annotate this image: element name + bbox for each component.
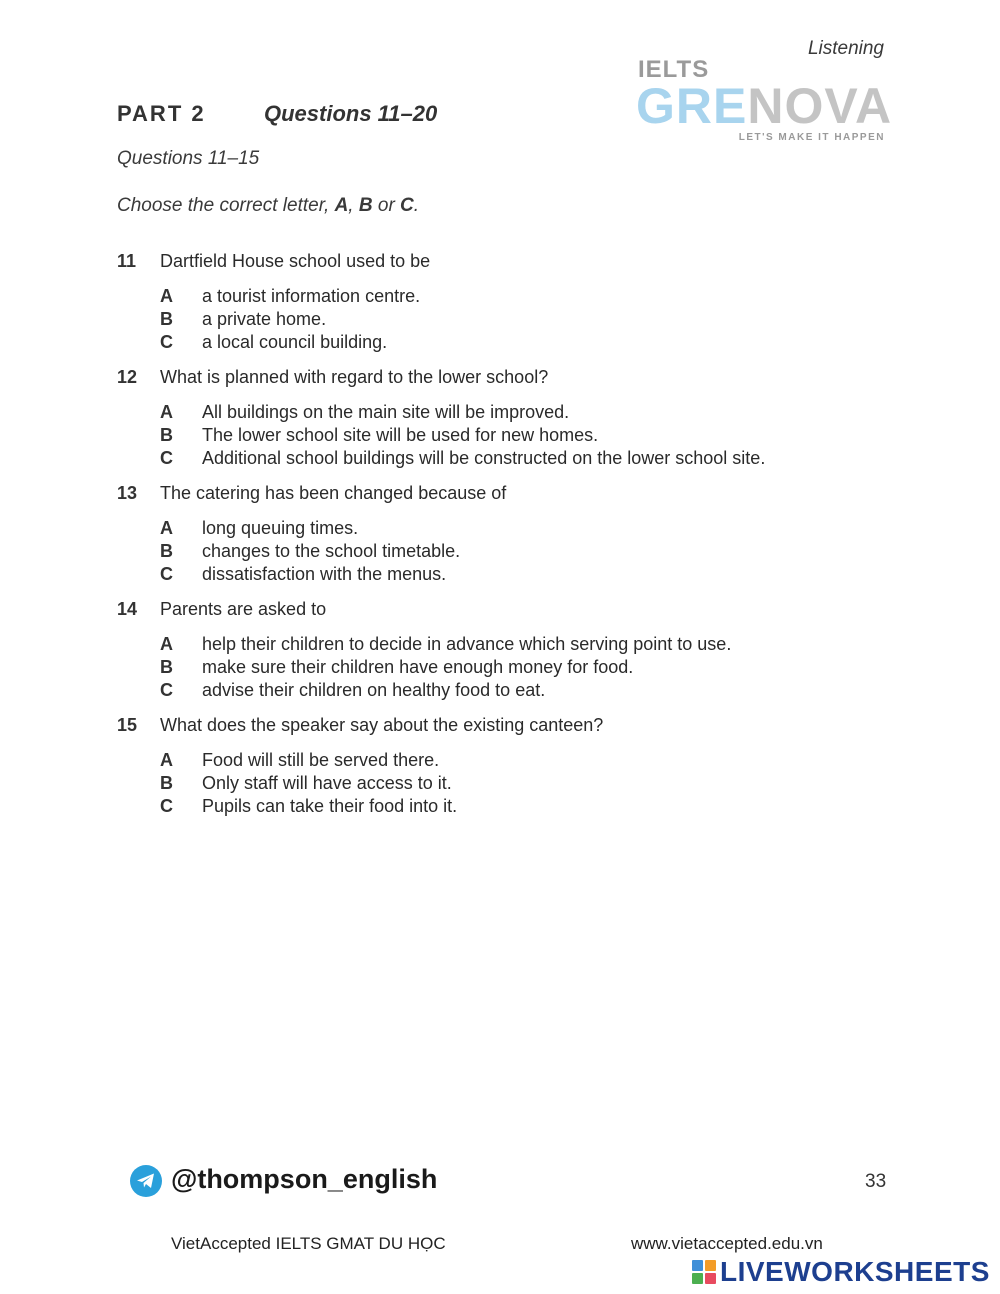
- logo-wordmark: [636, 78, 892, 134]
- option-c[interactable]: [160, 679, 877, 702]
- question-text: The catering has been changed because of: [160, 483, 507, 503]
- option-c[interactable]: [160, 331, 877, 354]
- question-14: [117, 598, 877, 702]
- option-letter: A: [160, 750, 173, 770]
- option-letter: B: [160, 309, 173, 329]
- option-letter: B: [160, 425, 173, 445]
- option-a[interactable]: [160, 285, 877, 308]
- option-b[interactable]: [160, 772, 877, 795]
- ielts-grenova-logo: [636, 56, 891, 148]
- option-letter: B: [160, 541, 173, 561]
- question-12: [117, 366, 877, 470]
- logo-gre: GRE: [636, 78, 748, 134]
- option-text: help their children to decide in advance which serving point to use.: [202, 634, 732, 654]
- option-text: Additional school buildings will be constructed on the lower school site.: [202, 448, 766, 468]
- option-a[interactable]: [160, 633, 877, 656]
- logo-tagline: LET'S MAKE IT HAPPEN: [738, 132, 885, 143]
- option-text: The lower school site will be used for new homes.: [202, 425, 599, 445]
- option-text: a local council building.: [202, 332, 388, 352]
- option-b[interactable]: [160, 656, 877, 679]
- option-letter: A: [160, 286, 173, 306]
- question-15: [117, 714, 877, 818]
- part-label: PART 2: [117, 101, 206, 126]
- question-number: 11: [117, 251, 137, 271]
- question-13: [117, 482, 877, 586]
- option-letter: C: [160, 332, 173, 352]
- question-text: What is planned with regard to the lower school?: [160, 367, 549, 387]
- option-a[interactable]: [160, 517, 877, 540]
- footer-left-text: VietAccepted IELTS GMAT DU HỌC: [171, 1234, 446, 1253]
- option-letter: A: [160, 634, 173, 654]
- option-b[interactable]: [160, 424, 877, 447]
- option-text: long queuing times.: [202, 518, 359, 538]
- option-letter: B: [160, 657, 173, 677]
- option-text: a private home.: [202, 309, 327, 329]
- question-text: What does the speaker say about the existing canteen?: [160, 715, 604, 735]
- option-text: Pupils can take their food into it.: [202, 796, 458, 816]
- liveworksheets-icon: [692, 1260, 716, 1284]
- option-letter: A: [160, 402, 173, 422]
- option-text: Food will still be served there.: [202, 750, 440, 770]
- option-text: advise their children on healthy food to eat.: [202, 680, 546, 700]
- option-text: dissatisfaction with the menus.: [202, 564, 447, 584]
- option-text: a tourist information centre.: [202, 286, 421, 306]
- option-letter: A: [160, 518, 173, 538]
- option-b[interactable]: [160, 540, 877, 563]
- telegram-icon: [130, 1165, 162, 1197]
- option-text: changes to the school timetable.: [202, 541, 461, 561]
- page-number: 33: [865, 1171, 887, 1192]
- question-text: Dartfield House school used to be: [160, 251, 431, 271]
- option-letter: C: [160, 796, 173, 816]
- question-text: Parents are asked to: [160, 599, 327, 619]
- liveworksheets-text: LIVEWORKSHEETS: [720, 1256, 990, 1287]
- part-questions-range: Questions 11–20: [264, 101, 438, 126]
- option-a[interactable]: [160, 749, 877, 772]
- option-text: make sure their children have enough money for food.: [202, 657, 634, 677]
- option-b[interactable]: [160, 308, 877, 331]
- logo-ielts-text: IELTS: [638, 56, 710, 83]
- option-letter: C: [160, 448, 173, 468]
- telegram-handle: @thompson_english: [171, 1164, 438, 1194]
- question-list: [117, 250, 877, 830]
- option-text: Only staff will have access to it.: [202, 773, 452, 793]
- question-number: 12: [117, 367, 138, 387]
- instruction: Choose the correct letter, A, B or C.: [117, 195, 420, 216]
- footer-website: www.vietaccepted.edu.vn: [631, 1234, 823, 1253]
- liveworksheets-logo: [692, 1256, 990, 1288]
- option-letter: C: [160, 680, 173, 700]
- option-c[interactable]: [160, 563, 877, 586]
- question-11: [117, 250, 877, 354]
- option-c[interactable]: [160, 447, 877, 470]
- option-letter: B: [160, 773, 173, 793]
- question-number: 14: [117, 599, 138, 619]
- option-text: All buildings on the main site will be improved.: [202, 402, 570, 422]
- question-number: 13: [117, 483, 138, 503]
- section-label: Listening: [807, 38, 884, 59]
- logo-nova: NOVA: [747, 78, 893, 134]
- question-number: 15: [117, 715, 138, 735]
- questions-subheading: Questions 11–15: [117, 148, 260, 169]
- option-c[interactable]: [160, 795, 877, 818]
- option-letter: C: [160, 564, 173, 584]
- option-a[interactable]: [160, 401, 877, 424]
